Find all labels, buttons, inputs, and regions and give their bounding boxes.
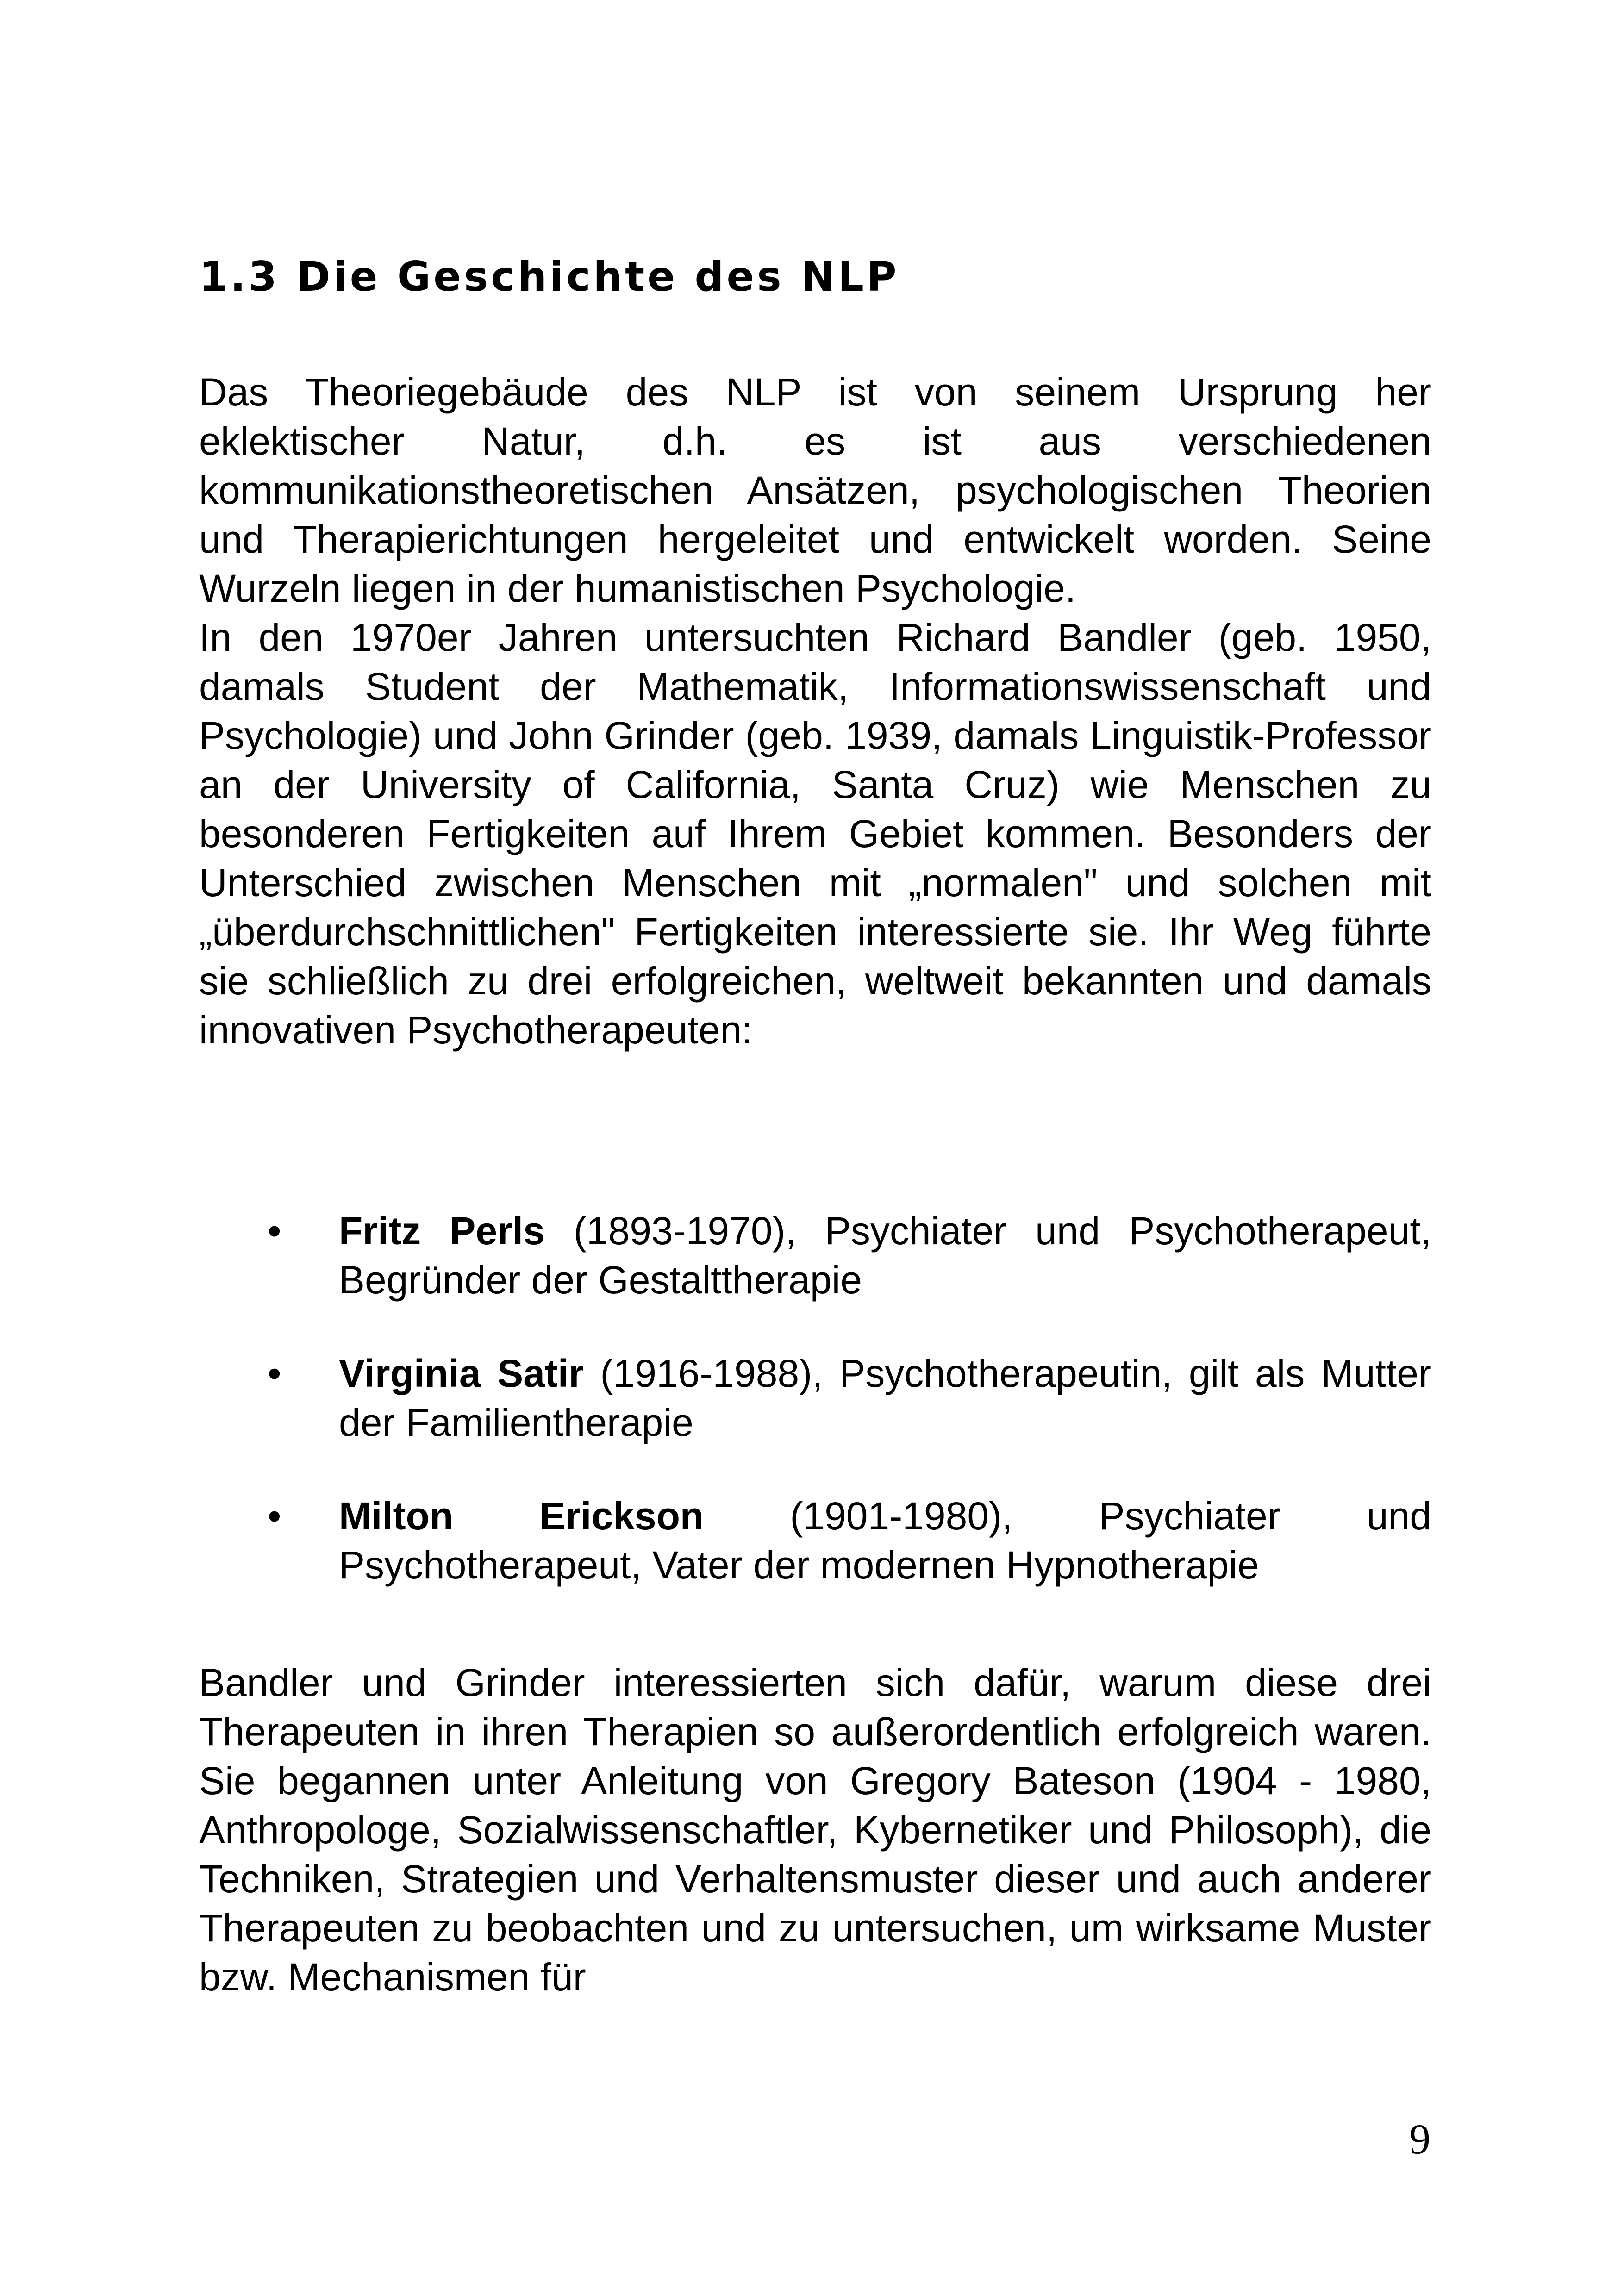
- bullet-icon: •: [268, 1209, 281, 1253]
- section-heading: 1.3 Die Geschichte des NLP: [199, 253, 899, 300]
- therapist-name: Fritz Perls: [339, 1209, 545, 1253]
- therapist-name: Milton Erickson: [339, 1494, 704, 1538]
- therapist-description: (1916-1988), Psychotherapeutin, gilt als Mutter der Familientherapie: [339, 1352, 1431, 1444]
- therapist-description: (1901-1980), Psychiater und Psychotherapeut, Vater der modernen Hypnotherapie: [339, 1494, 1431, 1587]
- list-item: [199, 1491, 1431, 1590]
- list-item: [199, 1206, 1431, 1304]
- therapist-name: Virginia Satir: [339, 1352, 584, 1395]
- bullet-icon: •: [268, 1352, 281, 1395]
- list-item: [199, 1349, 1431, 1447]
- intro-paragraph-1: Das Theoriegebäude des NLP ist von seinem Ursprung her eklektischer Natur, d.h. es ist aus verschiedenen kommunikationstheoretischen Ansätzen, psychologischen Theorien und Therapierichtungen hergeleitet und entwickelt worden. Seine Wurzeln liegen in der humanistischen Psychologie.: [199, 370, 1431, 610]
- intro-paragraph-2: In den 1970er Jahren untersuchten Richard Bandler (geb. 1950, damals Student der Mathematik, Informationswissenschaft und Psychologie) und John Grinder (geb. 1939, damals Linguistik-Professor an der University of California, Santa Cruz) wie Menschen zu besonderen Fertigkeiten auf Ihrem Gebiet kommen. Besonders der Unterschied zwischen Menschen mit „normalen" und solchen mit „überdurchschnittlichen" Fertigkeiten interessierte sie. Ihr Weg führte sie schließlich zu drei erfolgreichen, weltweit bekannten und damals innovativen Psychotherapeuten:: [199, 616, 1431, 1052]
- page-number: 9: [1409, 2115, 1430, 2163]
- intro-text: [199, 368, 1431, 1054]
- therapist-list: [199, 1206, 1431, 1634]
- closing-paragraph: Bandler und Grinder interessierten sich dafür, warum diese drei Therapeuten in ihren Therapien so außerordentlich erfolgreich waren. Sie begannen unter Anleitung von Gregory Bateson (1904 - 1980, Anthropologe, Sozialwissenschaftler, Kybernetiker und Philosoph), die Techniken, Strategien und Verhaltensmuster dieser und auch anderer Therapeuten zu beobachten und zu untersuchen, um wirksame Muster bzw. Mechanismen für: [199, 1661, 1431, 1999]
- closing-text: [199, 1658, 1431, 2002]
- bullet-icon: •: [268, 1494, 281, 1538]
- therapist-description: (1893-1970), Psychiater und Psychotherapeut, Begründer der Gestalttherapie: [339, 1209, 1432, 1302]
